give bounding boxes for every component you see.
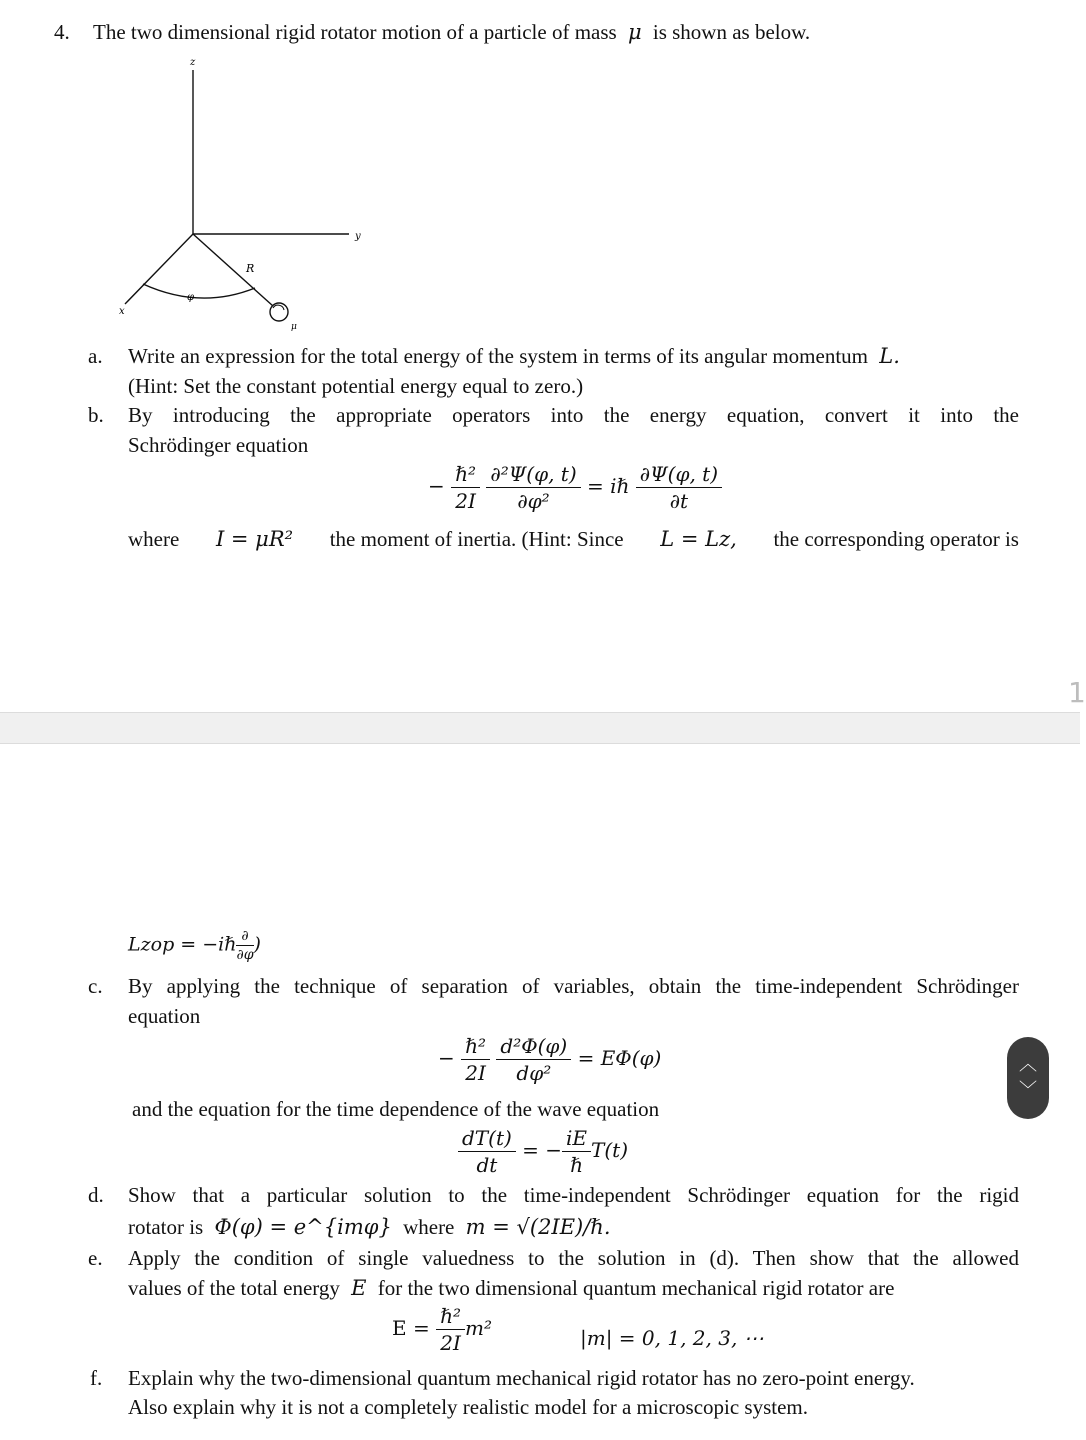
eq-frac-time-den: ∂t (669, 489, 689, 513)
eq2-rhs: T(t) (591, 1138, 629, 1162)
eq2-frac-den: ℏ (570, 1153, 583, 1177)
part-e-var: E (351, 1276, 367, 1300)
eq-equals: = iℏ (587, 474, 630, 498)
part-e-start: values of the total energy (128, 1276, 340, 1300)
part-f-line2: Also explain why it is not a completely realistic model for a microscopic system. (128, 1395, 809, 1419)
energy-frac (436, 1304, 465, 1355)
eq2-den: dt (476, 1153, 498, 1177)
label-R: R (246, 262, 255, 275)
operator-den: ∂φ (236, 947, 254, 963)
eq1-frac-deriv-num: d²Φ(φ) (496, 1034, 571, 1060)
part-e-end: for the two dimensional quantum mechanical rigid rotator are (377, 1276, 895, 1300)
part-c-line1: By applying the technique of separation of variables, obtain the time-independent Schrödinger (128, 974, 1019, 998)
energy-levels-equation (392, 1304, 492, 1355)
eq2-frac-rhs (562, 1126, 591, 1177)
eq-frac-hbar (451, 462, 480, 513)
schrodinger-time-equation (428, 462, 722, 513)
quantum-number-condition: |m| = 0, 1, 2, 3, ⋯ (580, 1326, 764, 1350)
operator-num: ∂ (236, 928, 253, 946)
eq1-rhs: = EΦ(φ) (577, 1046, 662, 1070)
operator-frac (236, 928, 253, 963)
question-number: 4. (54, 20, 70, 44)
part-a-text: Write an expression for the total energy of the system in terms of its angular momentum (128, 344, 869, 368)
eq1-frac-deriv-den: dφ² (516, 1061, 552, 1085)
part-b-line1: By introducing the appropriate operators into the energy equation, convert it into the (128, 403, 1019, 427)
intro-mu: μ (627, 20, 642, 44)
where-end: the corresponding operator is (773, 527, 1019, 551)
energy-den: 2I (440, 1331, 461, 1355)
part-d-line1: Show that a particular solution to the time-independent Schrödinger equation for the rigid (128, 1183, 1019, 1207)
where-text: where (128, 527, 180, 551)
part-e-letter: e. (88, 1246, 103, 1270)
part-d-line2 (128, 1215, 611, 1240)
eq1-frac-hbar-num: ℏ² (461, 1034, 490, 1060)
part-c-line2: equation (128, 1004, 201, 1028)
question-intro (93, 20, 810, 45)
energy-lhs: E = (392, 1316, 430, 1340)
where-math: I = μR² (215, 527, 294, 551)
chevron-up-icon[interactable]: ︿ (1019, 1054, 1037, 1075)
eq1-frac-deriv (496, 1034, 571, 1085)
eq-frac-hbar-num: ℏ² (451, 462, 480, 488)
part-b-letter: b. (88, 403, 104, 427)
part-d-letter: d. (88, 1183, 104, 1207)
part-a-letter: a. (88, 344, 103, 368)
label-z: z (190, 57, 196, 68)
eq-frac-partial-den: ∂φ² (517, 489, 550, 513)
part-a-line1 (128, 344, 900, 369)
eq2-frac-lhs (458, 1126, 516, 1177)
rotator-diagram (105, 52, 375, 342)
part-f-line1: Explain why the two-dimensional quantum mechanical rigid rotator has no zero-point energy. (128, 1366, 915, 1390)
eq1-minus: − (438, 1046, 455, 1070)
lz-operator (128, 928, 261, 963)
energy-num: ℏ² (436, 1304, 465, 1330)
label-y: y (355, 231, 361, 242)
eq-frac-hbar-den: 2I (455, 489, 476, 513)
part-a-var: L. (879, 344, 900, 368)
eq1-frac-hbar (461, 1034, 490, 1085)
eq-frac-time-num: ∂Ψ(φ, t) (636, 462, 722, 488)
part-d-solution: Φ(φ) = e^{imφ} (214, 1215, 392, 1239)
part-b-where-line (128, 527, 1019, 552)
eq2-equals: = − (522, 1138, 563, 1162)
eq-frac-partial-num: ∂²Ψ(φ, t) (486, 462, 580, 488)
energy-rhs: m² (464, 1316, 492, 1340)
operator-lhs: Lzop = −iℏ (128, 933, 237, 956)
page-nav-control (1007, 1037, 1049, 1119)
part-d-start: rotator is (128, 1215, 204, 1239)
chevron-down-icon[interactable]: ﹀ (1019, 1080, 1037, 1101)
part-f-letter: f. (90, 1366, 103, 1390)
eq2-frac-num: iE (562, 1126, 591, 1152)
eq-frac-time (636, 462, 722, 513)
part-d-m: m = √(2IE)/ℏ. (465, 1215, 611, 1239)
operator-close: ) (253, 933, 261, 956)
time-independent-equation (438, 1034, 661, 1085)
intro-text: The two dimensional rigid rotator motion of a particle of mass (93, 20, 617, 44)
where-rest: the moment of inertia. (Hint: Since (329, 527, 624, 551)
part-c-letter: c. (88, 974, 103, 998)
eq1-frac-hbar-den: 2I (465, 1061, 486, 1085)
edge-glyph: 1 (1068, 676, 1086, 709)
label-phi: φ (187, 292, 195, 303)
time-dependence-equation (458, 1126, 628, 1177)
part-b-line2: Schrödinger equation (128, 433, 309, 457)
part-c-between: and the equation for the time dependence of the wave equation (132, 1097, 660, 1121)
eq-minus: − (428, 474, 445, 498)
intro-end: is shown as below. (652, 20, 811, 44)
page-break (0, 712, 1080, 744)
eq2-num: dT(t) (458, 1126, 516, 1152)
label-mu: μ (291, 322, 297, 332)
phi-arc (143, 284, 255, 298)
label-x: x (119, 306, 125, 317)
part-d-where: where (403, 1215, 455, 1239)
x-axis (125, 234, 193, 304)
part-a-line2: (Hint: Set the constant potential energy equal to zero.) (128, 374, 584, 398)
part-e-line1: Apply the condition of single valuedness to the solution in (d). Then show that the allowed (128, 1246, 1019, 1270)
where-math2: L = Lz, (660, 527, 737, 551)
eq-frac-partial (486, 462, 580, 513)
part-e-line2 (128, 1276, 894, 1301)
